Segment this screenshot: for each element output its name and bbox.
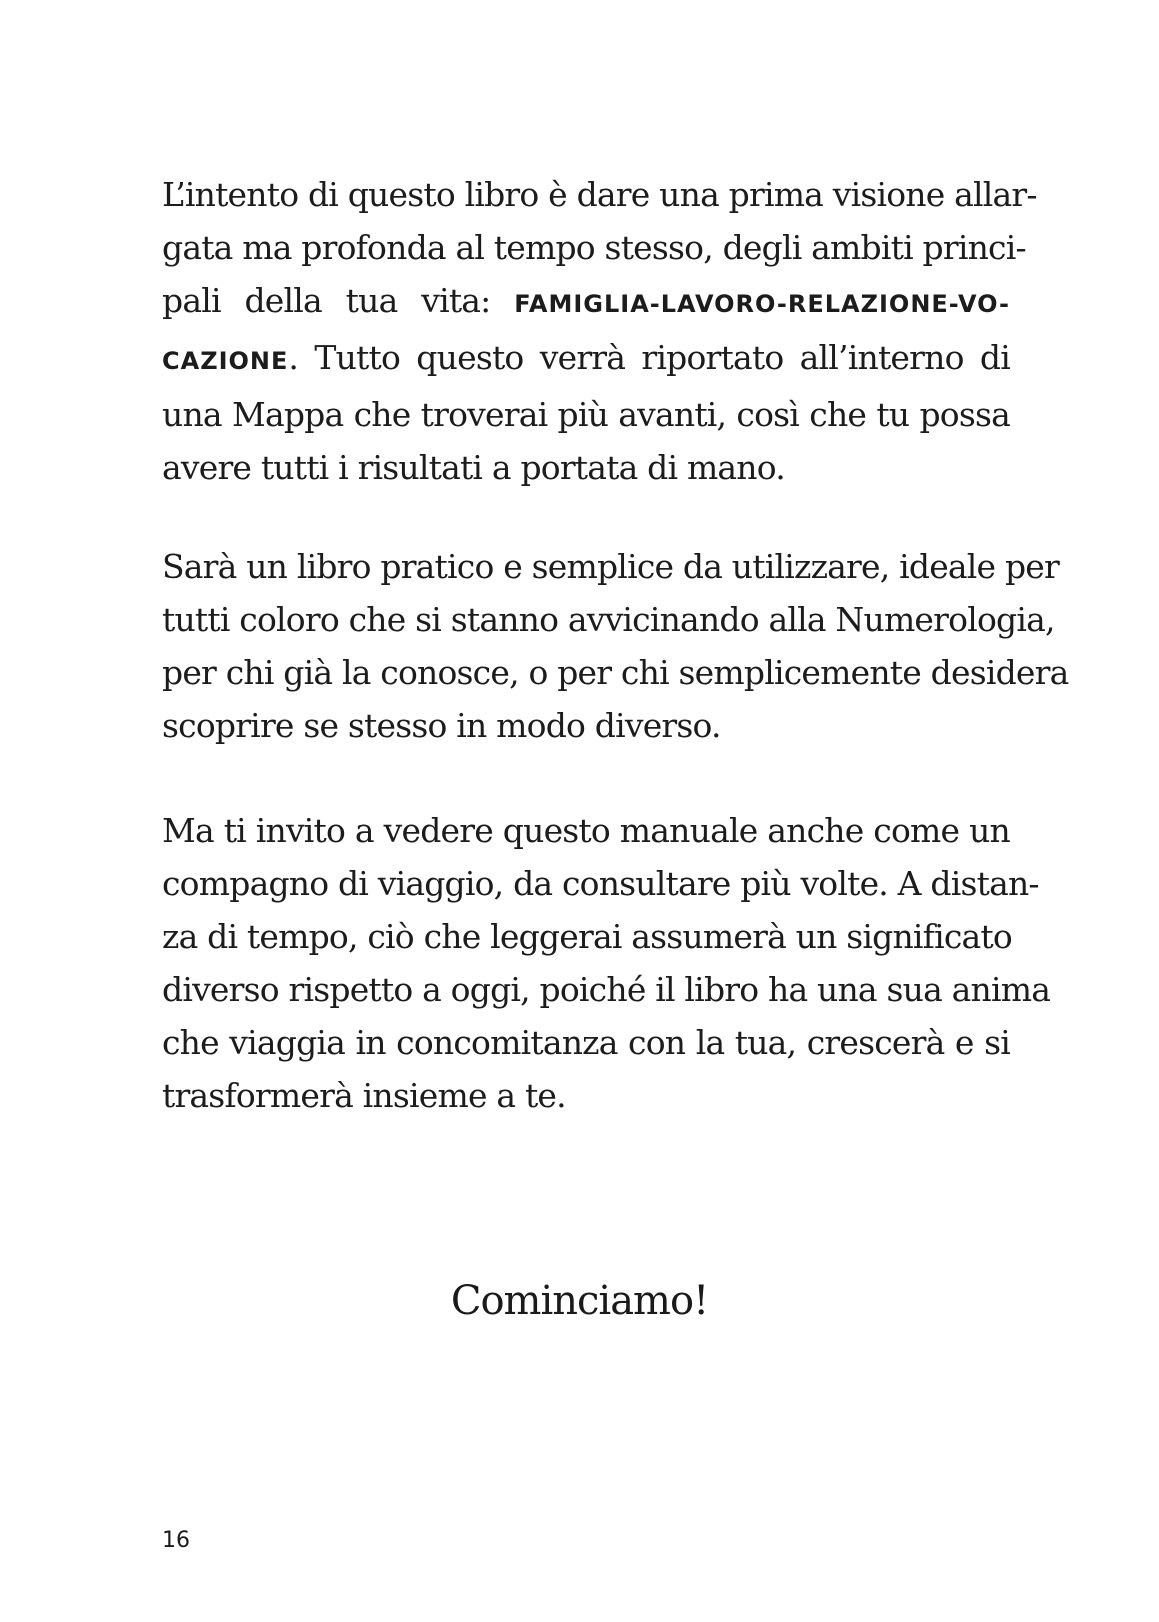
life-areas-highlight: FAMIGLIA-LAVORO-RELAZIONE-VO-	[514, 290, 1010, 318]
text-line: una Mappa che troverai più avanti, così che tu possa	[162, 395, 1010, 434]
closing-heading: Cominciamo!	[450, 1278, 709, 1324]
life-areas-highlight-continued: CAZIONE	[162, 347, 289, 375]
text-line: L’intento di questo libro è dare una prima visione allar-	[162, 175, 1037, 214]
text-line: diverso rispetto a oggi, poiché il libro ha una sua anima	[162, 970, 1051, 1009]
text-segment: . Tutto questo verrà riportato all’interno di	[288, 338, 1010, 377]
text-line: tutti coloro che si stanno avvicinando alla Numerologia,	[162, 600, 1055, 639]
text-line-with-highlight	[162, 331, 1010, 388]
text-line: compagno di viaggio, da consultare più volte. A distan-	[162, 864, 1039, 903]
page-number: 16	[162, 1528, 190, 1553]
paragraph-travel-companion	[162, 804, 1051, 1122]
text-line: scoprire se stesso in modo diverso.	[162, 706, 721, 745]
text-line: avere tutti i risultati a portata di mano.	[162, 448, 785, 487]
text-segment: pali della tua vita:	[162, 281, 491, 320]
paragraph-intent	[162, 168, 1037, 494]
text-line: za di tempo, ciò che leggerai assumerà un significato	[162, 917, 1012, 956]
text-line: Ma ti invito a vedere questo manuale anche come un	[162, 811, 1010, 850]
text-line: gata ma profonda al tempo stesso, degli ambiti princi-	[162, 228, 1026, 267]
text-line: trasformerà insieme a te.	[162, 1076, 566, 1115]
text-line: che viaggia in concomitanza con la tua, crescerà e si	[162, 1023, 1010, 1062]
paragraph-practical-book	[162, 540, 1069, 752]
text-line: per chi già la conosce, o per chi semplicemente desidera	[162, 653, 1069, 692]
text-line: Sarà un libro pratico e semplice da utilizzare, ideale per	[162, 547, 1060, 586]
text-line-with-highlight	[162, 274, 1010, 331]
